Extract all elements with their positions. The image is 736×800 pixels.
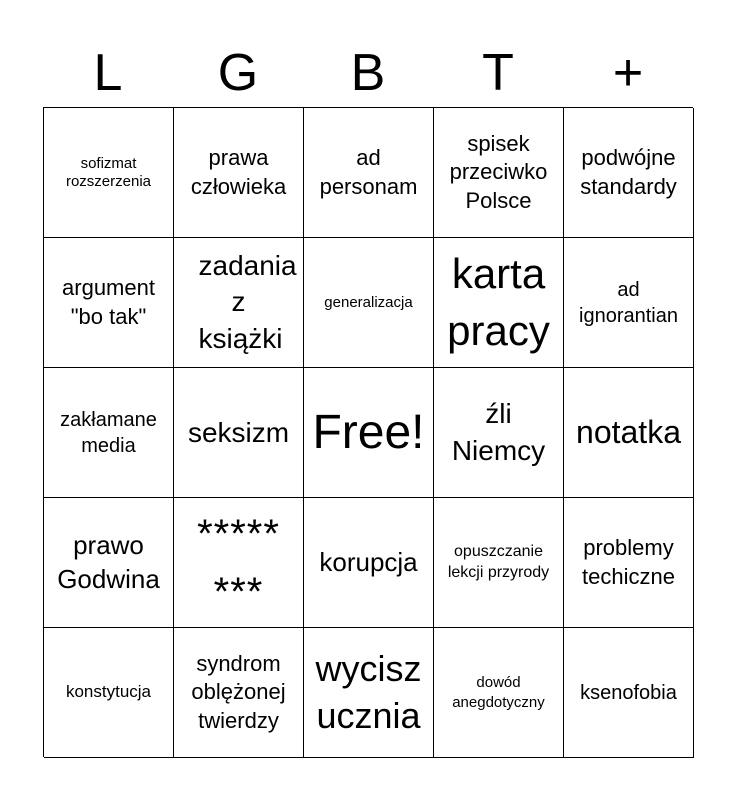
bingo-cell[interactable] [434, 628, 564, 758]
bingo-cell[interactable] [434, 368, 564, 498]
header-letter-l: L [93, 44, 123, 102]
bingo-cell[interactable] [564, 628, 694, 758]
cell-label: wycisz ucznia [315, 647, 422, 736]
cell-label: ad personam [319, 144, 418, 199]
bingo-cell[interactable] [304, 238, 434, 368]
cell-label: prawa człowieka [190, 144, 287, 199]
bingo-cell[interactable] [304, 628, 434, 758]
cell-label: korupcja [319, 546, 418, 577]
bingo-cell[interactable] [564, 108, 694, 238]
header-letter-t: T [482, 44, 514, 102]
bingo-cell[interactable] [174, 108, 304, 238]
bingo-cell[interactable] [434, 238, 564, 368]
bingo-cell[interactable] [564, 238, 694, 368]
bingo-cell[interactable] [44, 628, 174, 758]
cell-label: syndrom oblężonej twierdzy [191, 650, 286, 733]
cell-label: generalizacja [324, 293, 413, 311]
cell-label: argument "bo tak" [62, 274, 155, 329]
bingo-cell[interactable] [44, 238, 174, 368]
cell-label: dowód anegdotyczny [452, 674, 545, 711]
cell-label: karta pracy [447, 249, 550, 354]
bingo-cell[interactable] [304, 498, 434, 628]
cell-label: konstytucja [65, 682, 152, 702]
bingo-cell[interactable] [174, 498, 304, 628]
cell-label: notatka [576, 414, 681, 451]
cell-label: zadania z książki [198, 249, 297, 354]
bingo-cell[interactable] [564, 368, 694, 498]
cell-label: opuszczanie lekcji przyrody [447, 542, 550, 581]
cell-label: seksizm [187, 416, 290, 448]
cell-label: ad ignorantian [579, 278, 678, 327]
bingo-cell[interactable] [174, 368, 304, 498]
cell-label: ksenofobia [580, 681, 677, 704]
header-letter-g: G [217, 44, 259, 102]
bingo-header [43, 42, 693, 104]
cell-label: źli Niemcy [451, 398, 546, 466]
bingo-cell[interactable] [44, 498, 174, 628]
bingo-cell[interactable] [44, 368, 174, 498]
bingo-cell[interactable] [434, 498, 564, 628]
bingo-cell[interactable] [44, 108, 174, 238]
cell-label: podwójne standardy [580, 144, 677, 199]
bingo-cell[interactable] [174, 238, 304, 368]
bingo-cell[interactable] [434, 108, 564, 238]
cell-label: problemy techiczne [582, 534, 675, 589]
bingo-cell[interactable] [174, 628, 304, 758]
bingo-cell[interactable] [304, 108, 434, 238]
cell-label: prawo Godwina [57, 529, 160, 594]
cell-label: sofizmat rozszerzenia [65, 154, 152, 190]
cell-label: ***** *** [197, 511, 280, 614]
bingo-board [43, 107, 693, 757]
header-letter-b: B [350, 44, 386, 102]
cell-label: Free! [312, 405, 425, 459]
free-space[interactable] [304, 368, 434, 498]
cell-label: spisek przeciwko Polsce [449, 130, 548, 213]
bingo-cell[interactable] [564, 498, 694, 628]
header-letter-plus: + [612, 44, 644, 102]
cell-label: zakłamane media [60, 408, 157, 457]
